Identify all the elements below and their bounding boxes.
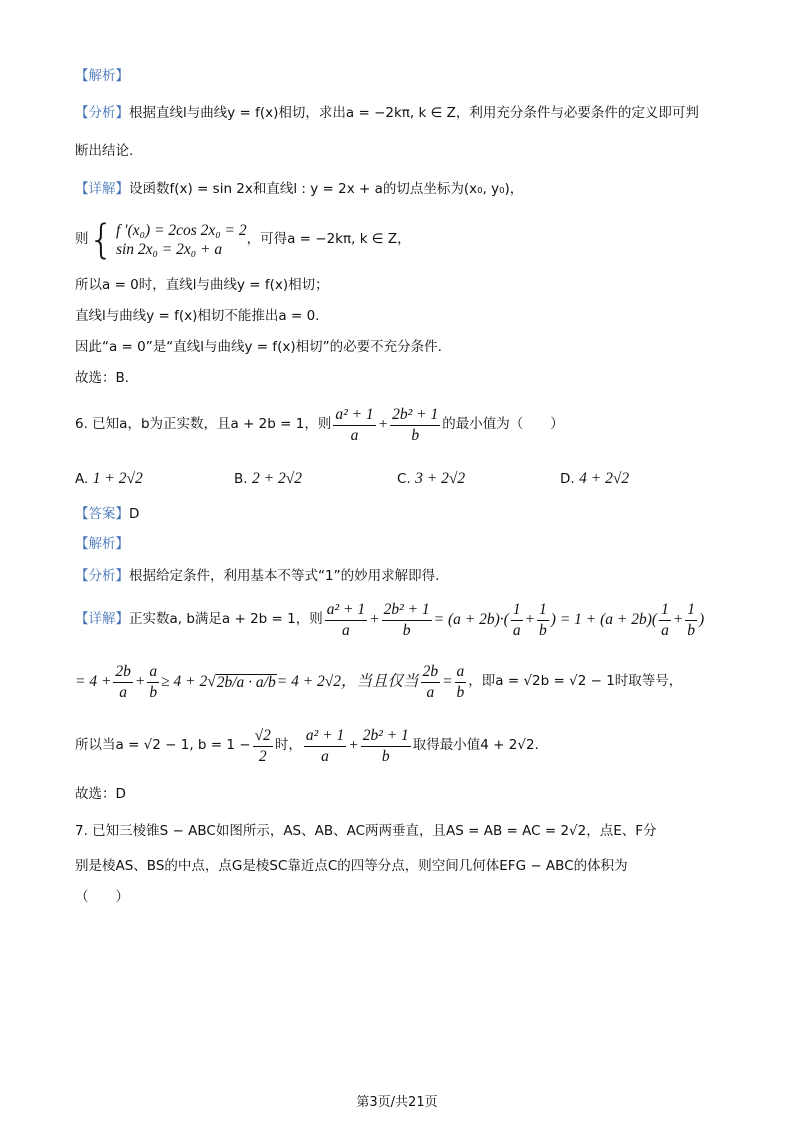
d2-frac4-den: b bbox=[456, 683, 465, 701]
so-line: 所以a = 0时，直线l与曲线y = f(x)相切； bbox=[75, 277, 329, 293]
choice-d[interactable] bbox=[560, 470, 629, 488]
choice-d-value: 4 + 2√2 bbox=[579, 470, 630, 487]
detail-tag-2: 【详解】 bbox=[75, 611, 129, 628]
page-footer: 第3页/共21页 bbox=[356, 1095, 438, 1110]
d1-frac-4 bbox=[537, 602, 549, 638]
d2-frac2-num: a bbox=[147, 664, 159, 683]
d2-frac3-num: 2b bbox=[421, 664, 441, 683]
q6-frac1-denominator: a bbox=[350, 426, 359, 444]
d1-frac-2 bbox=[382, 602, 432, 638]
detail-tag-1: 【详解】 bbox=[75, 181, 129, 197]
therefore-line: 因此“a = 0”是“直线l与曲线y = f(x)相切”的必要不充分条件. bbox=[75, 339, 442, 355]
d1-frac-3 bbox=[511, 602, 523, 638]
question-6-stem bbox=[75, 407, 564, 443]
d1-frac3-num: 1 bbox=[511, 602, 523, 621]
detail-line-6-1 bbox=[75, 602, 704, 638]
fenxi-tag-1: 【分析】 bbox=[75, 105, 129, 121]
choice-c[interactable] bbox=[397, 470, 465, 488]
d3-start: 所以当a = √2 − 1, b = 1 − bbox=[75, 737, 251, 754]
d1-eq-a: = (a + 2b)·( bbox=[433, 611, 509, 629]
d1-frac6-num: 1 bbox=[685, 602, 697, 621]
d3-frac-1 bbox=[253, 728, 273, 764]
d3-frac3-den: b bbox=[381, 747, 390, 765]
d2-frac1-den: a bbox=[119, 683, 128, 701]
system-result: ，可得a = −2kπ, k ∈ Z， bbox=[246, 231, 411, 248]
q6-plus: + bbox=[377, 416, 389, 434]
d2-eq-b: = 4 + 2√2，当且仅当 bbox=[276, 673, 419, 691]
d1-frac1-num: a² + 1 bbox=[325, 602, 367, 621]
d2-frac-4 bbox=[455, 664, 467, 700]
d3-frac3-num: 2b² + 1 bbox=[361, 728, 411, 747]
d2-ge: ≥ 4 + 2 bbox=[161, 673, 208, 691]
detail-line-1 bbox=[75, 182, 523, 197]
d1-frac2-num: 2b² + 1 bbox=[382, 602, 432, 621]
d2-plus: + bbox=[134, 673, 146, 691]
cannot-line: 直线l与曲线y = f(x)相切不能推出a = 0. bbox=[75, 308, 320, 324]
q6-stem-start: 6. 已知a，b为正实数，且a + 2b = 1，则 bbox=[75, 416, 332, 433]
d2-frac1-num: 2b bbox=[113, 664, 133, 683]
choice-b-label: B. bbox=[234, 471, 248, 487]
answer-tag: 【答案】 bbox=[75, 506, 129, 522]
q6-fraction-2 bbox=[390, 407, 440, 443]
equation-system bbox=[88, 217, 247, 263]
d2-frac3-den: a bbox=[426, 683, 435, 701]
d1-frac4-den: b bbox=[539, 621, 547, 639]
d1-plus-3: + bbox=[672, 611, 684, 629]
analysis-paragraph-1 bbox=[75, 106, 699, 121]
d1-eq-b: ) = 1 + (a + 2b)( bbox=[550, 611, 658, 629]
d1-plus: + bbox=[369, 611, 380, 629]
d1-plus-2: + bbox=[524, 611, 536, 629]
d3-frac1-num: √2 bbox=[253, 728, 273, 747]
d3-end: 取得最小值4 + 2√2. bbox=[412, 737, 539, 754]
d3-when: 时， bbox=[274, 737, 302, 754]
d1-frac6-den: b bbox=[687, 621, 696, 639]
choice-b[interactable] bbox=[234, 470, 302, 488]
d2-end: ，即a = √2b = √2 − 1时取等号， bbox=[468, 673, 683, 690]
question-7-line-1: 7. 已知三棱锥S − ABC如图所示，AS、AB、AC两两垂直，且AS = AB = AC = 2√2，点E、F分 bbox=[75, 823, 657, 839]
system-row-2: sin 2x₀ = 2x₀ + a bbox=[115, 241, 223, 258]
d1-frac-5 bbox=[659, 602, 671, 638]
q6-stem-end: 的最小值为（ ） bbox=[442, 416, 564, 433]
choice-a-label: A. bbox=[75, 471, 89, 487]
analysis-paragraph-2 bbox=[75, 569, 439, 584]
choice-d-label: D. bbox=[560, 471, 575, 487]
analysis-tag-2: 【解析】 bbox=[75, 536, 129, 552]
q6-frac2-denominator: b bbox=[411, 426, 420, 444]
d1-frac2-den: b bbox=[402, 621, 411, 639]
q6-frac1-numerator: a² + 1 bbox=[333, 407, 375, 426]
q6-fraction-1 bbox=[333, 407, 375, 443]
d2-equals: = bbox=[442, 673, 453, 691]
system-row-1: f ′(x₀) = 2cos 2x₀ = 2 bbox=[115, 221, 247, 239]
choice-b-value: 2 + 2√2 bbox=[252, 470, 302, 487]
d1-frac-1 bbox=[325, 602, 367, 638]
d1-frac4-num: 1 bbox=[537, 602, 549, 621]
d3-frac1-den: 2 bbox=[258, 747, 267, 765]
choose-line-5: 故选：B. bbox=[75, 370, 130, 386]
d2-frac-3 bbox=[421, 664, 441, 700]
d1-frac3-den: a bbox=[512, 621, 521, 639]
system-line bbox=[75, 217, 411, 263]
d1-frac5-den: a bbox=[661, 621, 669, 639]
fenxi-text-2: 根据给定条件，利用基本不等式“1”的妙用求解即得. bbox=[129, 568, 440, 584]
choice-a-value: 1 + 2√2 bbox=[92, 470, 143, 487]
d2-frac-1 bbox=[113, 664, 133, 700]
fenxi-text-1: 根据直线l与曲线y = f(x)相切，求出a = −2kπ, k ∈ Z，利用充分条件与必要条件的定义即可判 bbox=[129, 105, 699, 121]
answer-line-6 bbox=[75, 507, 139, 522]
answer-value: D bbox=[129, 506, 140, 522]
analysis-paragraph-1-cont: 断出结论. bbox=[75, 143, 134, 159]
detail-line-6-3 bbox=[75, 728, 539, 764]
d2-sqrt-inner: 2b/a · a/b bbox=[216, 673, 276, 691]
d3-frac-3 bbox=[361, 728, 411, 764]
d2-start: = 4 + bbox=[75, 673, 112, 691]
choose-line-6: 故选：D bbox=[75, 786, 126, 802]
sqrt-icon: √ bbox=[207, 673, 216, 691]
d1-close: ) bbox=[699, 611, 705, 629]
detail-line-6-2 bbox=[75, 664, 682, 700]
d1-frac-6 bbox=[685, 602, 697, 638]
question-7-line-2: 别是棱AS、BS的中点，点G是棱SC靠近点C的四等分点，则空间几何体EFG − ABC的体积为 bbox=[75, 858, 628, 874]
q6-frac2-numerator: 2b² + 1 bbox=[390, 407, 440, 426]
d3-frac-2 bbox=[304, 728, 346, 764]
then-label: 则 bbox=[75, 231, 89, 248]
detail-text-1: 设函数f(x) = sin 2x和直线l : y = 2x + a的切点坐标为(x₀, y₀)， bbox=[129, 181, 524, 197]
analysis-tag-1: 【解析】 bbox=[75, 68, 129, 84]
question-7-line-3: （ ） bbox=[75, 889, 129, 905]
d2-frac-2 bbox=[147, 664, 159, 700]
d3-plus: + bbox=[348, 737, 359, 755]
choice-c-label: C. bbox=[397, 471, 411, 487]
d2-frac4-num: a bbox=[455, 664, 467, 683]
fenxi-tag-2: 【分析】 bbox=[75, 568, 129, 584]
d3-frac2-num: a² + 1 bbox=[304, 728, 346, 747]
d3-frac2-den: a bbox=[321, 747, 329, 765]
choice-c-value: 3 + 2√2 bbox=[415, 470, 466, 487]
d1-frac1-den: a bbox=[342, 621, 350, 639]
d1-frac5-num: 1 bbox=[659, 602, 671, 621]
brace-icon: { bbox=[88, 217, 114, 263]
choice-a[interactable] bbox=[75, 470, 143, 488]
q6-detail-a: 正实数a, b满足a + 2b = 1，则 bbox=[129, 611, 323, 628]
d2-frac2-den: b bbox=[149, 683, 158, 701]
